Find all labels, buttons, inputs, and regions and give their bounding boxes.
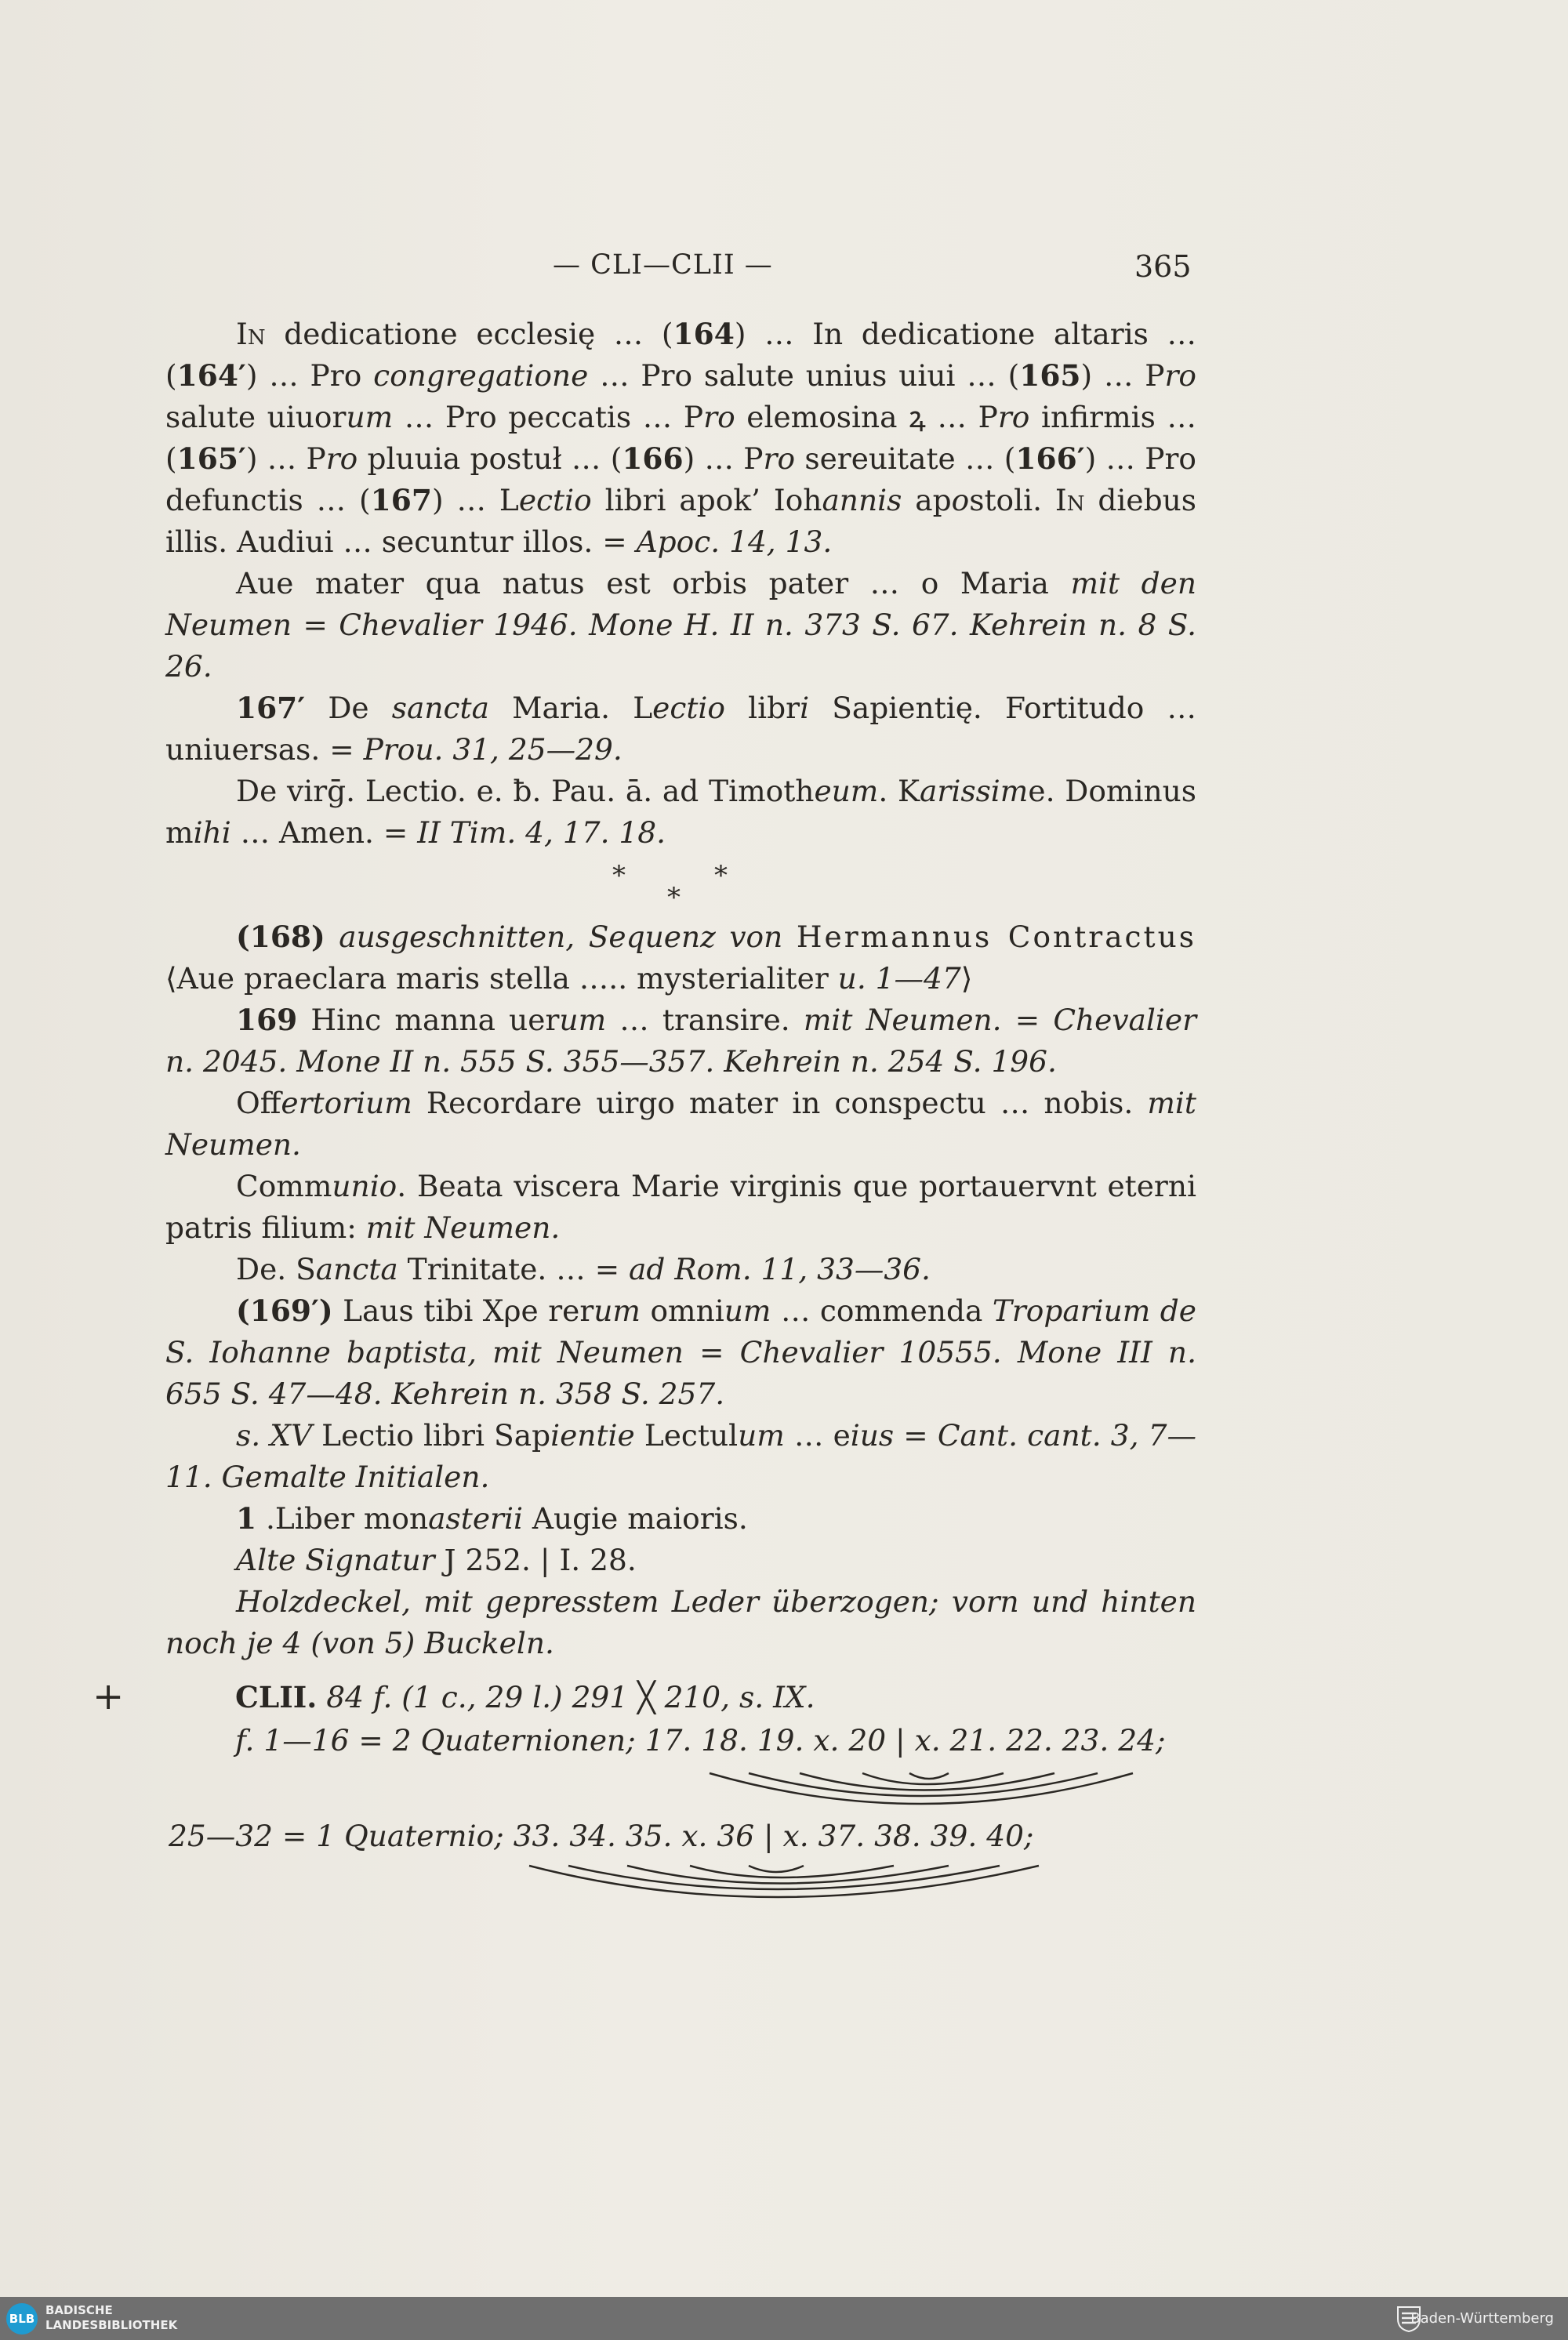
text-run: .Liber mon [256,1501,429,1536]
text-run [317,1680,326,1714]
text-run: ectio [518,483,592,517]
entry-paragraph [165,1540,1196,1581]
text-run: asterii [428,1501,523,1536]
text-run: sereuitate … ( [795,441,1016,476]
text-run: omni [640,1293,724,1328]
text-run: stoli. [969,483,1055,517]
text-run: Alte Signatur [236,1543,435,1577]
text-run: um [346,400,394,434]
text-run: salute uiuor [165,400,347,434]
text-run [782,920,797,954]
text-run: ro [763,441,796,476]
entry-paragraph [165,314,1196,563]
text-run: um [724,1293,771,1328]
text-run: unio [332,1169,397,1203]
text-run: eum [814,774,879,808]
text-run: 84 f. (1 c., 29 l.) 291 [326,1680,629,1714]
text-run: diebus illis. Audiui … secuntur illos. = [165,483,1197,559]
quire-arc [529,1866,1039,1897]
text-run: Aue mater qua natus est orbis pater … o Maria [236,566,1071,600]
text-run: infirmis … ( [165,400,1196,476]
text-run: ) … Pro defunctis … ( [165,441,1197,517]
text-run: De virḡ. Lectio. e. ƀ. Pau. ā. ad Timoth [236,774,815,808]
quire-arc [627,1866,949,1884]
text-run: 165′ [176,441,246,476]
text-run: Sapientię. Fortitudo … uniuersas. = [165,691,1196,767]
text-run: ╳ [628,1680,665,1714]
text-run: um [559,1003,607,1037]
text-run: ro [1164,358,1196,393]
text-run: sancta [391,691,489,725]
quire-arc [749,1773,1098,1796]
text-run: ) … P [1080,358,1165,393]
text-run: i [800,691,810,725]
text-run: Lectio libri Sap [312,1418,551,1453]
text-run: … transire. [606,1003,804,1037]
entry-paragraph [165,1166,1196,1249]
text-run: ) … Pro [245,358,374,393]
text-run: ⟩ [960,961,973,996]
entry-paragraph [165,916,1196,999]
text-run: ancta [315,1252,398,1286]
text-run: um [593,1293,641,1328]
text-run: ius [850,1418,895,1453]
text-run: . Beata viscera Marie virginis que portauervnt eterni patris filium: [165,1169,1196,1245]
entry-paragraph [165,563,1196,687]
asterisk: * [714,860,728,891]
text-run [325,920,339,954]
text-run: 210, s. IX. [664,1680,815,1714]
text-run: um [738,1418,785,1453]
asterisk: * [612,860,626,891]
text-run: 166 [622,441,684,476]
text-run: e. Dominus m [165,774,1196,850]
manuscript-description-text [165,314,1196,1664]
library-name-line-1: BADISCHE [45,2303,113,2317]
text-run: s. XV [236,1418,313,1453]
text-run: ro [703,400,735,434]
text-run: ) … P [683,441,764,476]
quire-arc [800,1773,1054,1790]
text-run: ihi [193,815,231,850]
text-run: mit Neumen. [365,1210,561,1245]
text-run: ad Rom. 11, 33—36. [629,1252,931,1286]
text-run: Augie maioris. [522,1501,748,1536]
text-run: 166′ [1015,441,1085,476]
text-run: Lectul [634,1418,739,1453]
footer-bar [0,2297,1568,2340]
text-run: … Amen. = [230,815,418,850]
text-run: pluuia postuł … ( [358,441,622,476]
text-run: De [305,691,392,725]
library-name-line-2: LANDESBIBLIOTHEK [45,2318,178,2332]
asterisk: * [667,882,681,913]
text-run: ectio [652,691,725,725]
quire-arc [568,1866,1000,1889]
entry-paragraph [165,687,1196,771]
text-run: Holzdeckel, mit gepresstem Leder überzogen; vorn und hinten noch je 4 (von 5) Buckeln. [165,1584,1196,1660]
quire-arc [690,1866,894,1877]
text-run: mit Neumen. = Chevalier n. 2045. Mone II n. 555 S. 355—357. Kehrein n. 254 S. 196. [165,1003,1196,1079]
library-name [45,2303,177,2333]
text-run: ertorium [281,1086,412,1120]
text-run: II Tim. 4, 17. 18. [417,815,666,850]
text-run: 165 [1019,358,1081,393]
text-run: u. 1—47 [837,961,961,996]
text-run: congregatione [373,358,589,393]
quire-arc [862,1773,1004,1784]
text-run: 1 [236,1501,257,1536]
section-divider-asterisks [165,854,1196,916]
text-run: ausgeschnitten, Sequenz von [339,920,783,954]
text-run: . K [878,774,920,808]
blb-logo-icon: BLB [6,2303,38,2335]
entry-paragraph [165,1083,1196,1166]
text-run: J 252. | I. 28. [434,1543,637,1577]
quire-arc [749,1866,804,1872]
entry-paragraph [165,1290,1196,1415]
text-run: … e [784,1418,851,1453]
text-run: … Pro salute unius uiui … ( [588,358,1020,393]
text-run: Hinc manna uer [297,1003,560,1037]
text-run: arissim [920,774,1029,808]
text-run: annis [822,483,902,517]
text-run: … Pro peccatis … P [393,400,704,434]
text-run: 169 [236,1003,298,1037]
page-number: 365 [1134,249,1192,284]
plus-margin-mark: + [93,1674,125,1718]
text-run: ap [902,483,952,517]
state-name: Baden-Württemberg [1410,2310,1554,2327]
quire-arc [710,1773,1133,1804]
text-run: = [894,1418,938,1453]
text-run: 167 [370,483,432,517]
text-run: Apoc. 14, 13. [636,524,833,559]
text-run: Laus tibi Xρe rer [332,1293,594,1328]
entry-paragraph [165,999,1196,1083]
text-run: ro [997,400,1030,434]
entry-paragraph [165,1249,1196,1290]
text-run: 167′ [236,691,306,725]
clii-heading [235,1676,1215,1719]
text-run: Maria. L [488,691,653,725]
text-run: In [236,317,266,351]
text-run: o [951,483,970,517]
entry-paragraph [165,1415,1196,1498]
text-run: Comm [236,1169,332,1203]
text-run: dedicatione ecclesię … ( [265,317,673,351]
text-run: ) … L [431,483,519,517]
text-run: Prou. 31, 25—29. [363,732,622,767]
text-run: libri apok’ Ioh [591,483,822,517]
text-run: ⟨Aue praeclara maris stella ….. mysterialiter [165,961,838,996]
text-run: Trinitate. … = [397,1252,630,1286]
text-run: (168) [236,920,325,954]
text-run: Troparium de S. Iohanne baptista, mit Neumen = Chevalier 10555. Mone III n. 655 S. 47—48. Kehrein n. 358 S. 257. [165,1293,1196,1411]
text-run: Cant. cant. 3, 7—11. Gemalte Initialen. [165,1418,1196,1494]
text-run: 164′ [176,358,246,393]
text-run: elemosina ꝝ … P [735,400,998,434]
manuscript-clii-entry [235,1676,1215,1762]
text-run: Off [236,1086,281,1120]
running-head [0,249,1568,288]
text-run: ) … P [245,441,326,476]
quire-collation-line-2: 25—32 = 1 Quaternio; 33. 34. 35. x. 36 | x. 37. 38. 39. 40; [169,1819,1034,1853]
text-run: ientie [550,1418,635,1453]
text-run: libr [724,691,800,725]
text-run: ro [325,441,358,476]
text-run: (169′) [236,1293,333,1328]
text-run: Recordare uirgo mater in conspectu … nobis. [412,1086,1148,1120]
entry-paragraph [165,1581,1196,1664]
quire-collation-line-1: f. 1—16 = 2 Quaternionen; 17. 18. 19. x. 20 | x. 21. 22. 23. 24; [235,1723,1166,1758]
text-run: ) … In dedicatione altaris … ( [165,317,1196,393]
quire-arc [909,1773,949,1779]
text-run: CLII. [235,1680,318,1714]
text-run: … commenda [771,1293,993,1328]
text-run: mit den Neumen = Chevalier 1946. Mone H. II n. 373 S. 67. Kehrein n. 8 S. 26. [165,566,1196,684]
entry-paragraph [165,1498,1196,1540]
text-run: 164 [673,317,735,351]
text-run: In [1054,483,1085,517]
text-run: De. S [236,1252,316,1286]
running-head-title: — CLI—CLII — [553,249,773,281]
text-run: Hermannus Contractus [796,920,1197,954]
text-run: mit Neumen. [165,1086,1196,1162]
entry-paragraph [165,771,1196,854]
